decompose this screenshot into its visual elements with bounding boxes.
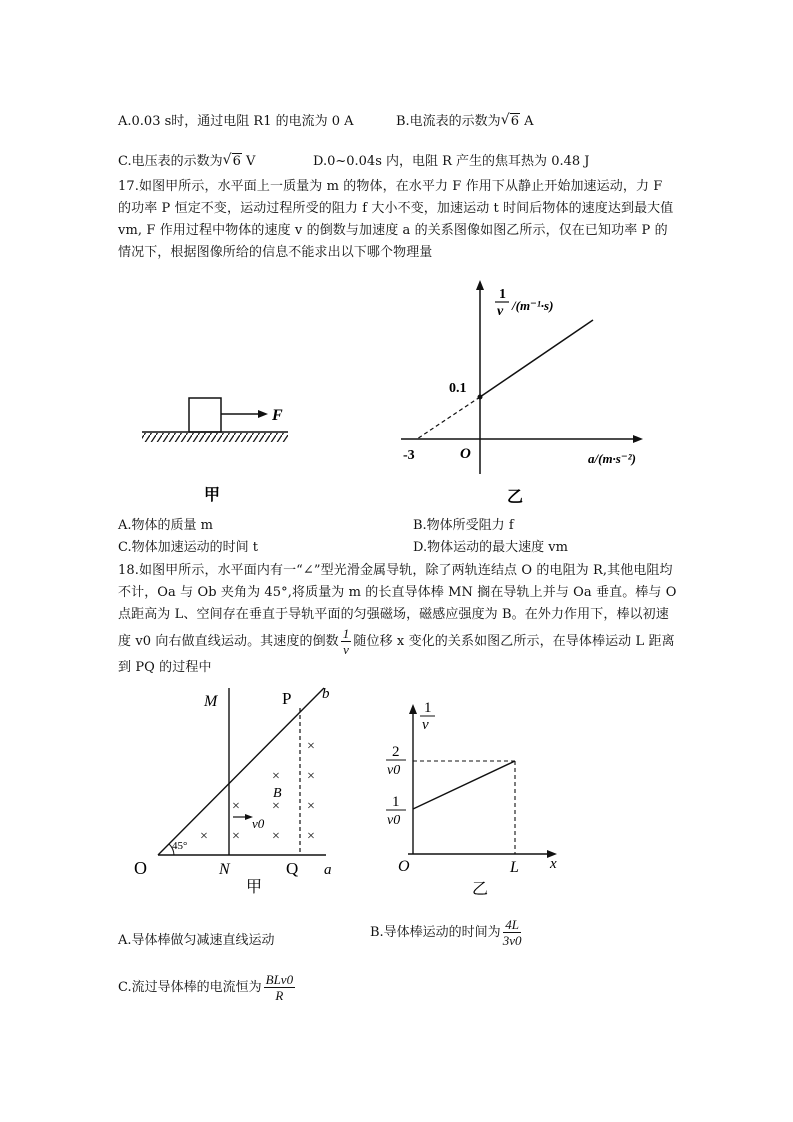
v0-label: v0 bbox=[252, 816, 265, 831]
tick-top-num: 2 bbox=[392, 744, 400, 760]
svg-text:×: × bbox=[232, 829, 240, 844]
q16-option-d: D.0~0.04s 内，电阻 R 产生的焦耳热为 0.48 J bbox=[313, 154, 590, 169]
x-tick-l: L bbox=[510, 859, 519, 876]
q17-option-c: C.物体加速运动的时间 t bbox=[118, 540, 258, 555]
label-q: Q bbox=[286, 859, 299, 878]
x-axis-arrow bbox=[633, 435, 643, 443]
q18-stem bbox=[118, 560, 678, 679]
y-label-num: 1 bbox=[424, 700, 432, 716]
y-label-unit: /(m⁻¹·s) bbox=[512, 298, 554, 313]
caption-jia: 甲 bbox=[204, 487, 221, 504]
sqrt-symbol: √ 6 bbox=[500, 112, 519, 129]
y-label-num: 1 bbox=[499, 287, 506, 302]
q18-stem-text: 18.如图甲所示，水平面内有一“∠”型光滑金属导轨，除了两轨连结点 O 的电阻为 R,其他电阻均不计，Oa 与 Ob 夹角为 45°,将质量为 m 的长直导体棒 MN 搁在导轨上并与 Oa 垂直。棒与 O 点距高为 L、空间存在垂直于导轨平面的匀强磁场，磁感应强度为 B。在外力作用下，棒以初速度 v0 向右做直线运动。其速度的倒数 bbox=[118, 563, 677, 649]
tick-top-den: v0 bbox=[387, 763, 401, 778]
caption-yi: 乙 bbox=[507, 489, 524, 506]
q18-option-b bbox=[370, 917, 523, 948]
tick-bot-num: 1 bbox=[392, 794, 400, 810]
caption-yi: 乙 bbox=[472, 881, 489, 898]
q18-figure-yi bbox=[380, 688, 570, 900]
caption-jia: 甲 bbox=[246, 879, 263, 896]
y-axis-arrow bbox=[409, 704, 417, 714]
q18-option-b-text: B.导体棒运动的时间为 bbox=[370, 925, 501, 940]
svg-text:×: × bbox=[272, 829, 280, 844]
svg-text:×: × bbox=[272, 799, 280, 814]
svg-text:×: × bbox=[200, 829, 208, 844]
force-label: F bbox=[272, 407, 283, 424]
q18-figure-jia bbox=[128, 680, 348, 900]
label-p: P bbox=[282, 689, 292, 708]
q17-stem: 17.如图甲所示，水平面上一质量为 m 的物体，在水平力 F 作用下从静止开始加速运动，力 F 的功率 P 恒定不变，运动过程所受的阻力 f 大小不变，加速运动 t 时间后物体的速度达到最大值 vm, F 作用过程中物体的速度 v 的倒数与加速度 a 的关系图像如图乙所示，仅在已知功率 P 的情况下，根据图像所给的信息不能求出以下哪个物理量 bbox=[118, 179, 674, 260]
q16-option-b-text: B.电流表的示数为 bbox=[396, 114, 501, 129]
q17-figure-jia bbox=[138, 390, 298, 510]
force-arrow-head bbox=[258, 410, 268, 418]
q18-option-c-text: C.流过导体棒的电流恒为 bbox=[118, 980, 262, 995]
graph-line bbox=[413, 761, 515, 809]
q16-option-c-text: C.电压表的示数为 bbox=[118, 154, 223, 169]
svg-text:×: × bbox=[232, 799, 240, 814]
intercept-point bbox=[478, 395, 483, 400]
x-label: x bbox=[550, 856, 557, 872]
x-label: a/(m·s⁻²) bbox=[588, 451, 636, 466]
ground-hatch bbox=[142, 433, 288, 442]
q17-option-d: D.物体运动的最大速度 vm bbox=[413, 540, 568, 555]
label-a: a bbox=[324, 862, 332, 878]
svg-text:×: × bbox=[307, 829, 315, 844]
label-b: b bbox=[322, 686, 330, 702]
q18-stem-text-2: 随位移 x 变化的关系如图乙所示，在导体棒运动 L 距离到 PQ 的过程中 bbox=[118, 634, 675, 675]
sqrt-symbol: √ 6 bbox=[222, 152, 241, 169]
q16-option-a: A.0.03 s时，通过电阻 R1 的电流为 0 A bbox=[118, 114, 354, 129]
origin-label: O bbox=[460, 446, 471, 462]
q18-option-a: A.导体棒做匀减速直线运动 bbox=[118, 933, 275, 948]
intercept-x-label: -3 bbox=[403, 448, 415, 463]
svg-text:×: × bbox=[272, 769, 280, 784]
tick-bot-den: v0 bbox=[387, 813, 401, 828]
y-axis-arrow bbox=[476, 280, 484, 290]
q16-option-b: B.电流表的示数为 √ 6 A bbox=[396, 112, 534, 129]
label-n: N bbox=[219, 861, 230, 878]
q17-figure-yi bbox=[395, 278, 667, 508]
q18-option-b-fraction: $\frac{4L}{3v0}$ bbox=[502, 917, 522, 948]
y-label-den: v bbox=[422, 717, 429, 733]
graph-extension-dashed bbox=[417, 397, 480, 439]
q17-option-b: B.物体所受阻力 f bbox=[413, 518, 514, 533]
label-o: O bbox=[134, 858, 147, 878]
q18-inline-fraction: $\frac{1}{v}$ bbox=[342, 626, 350, 657]
origin-label: O bbox=[398, 858, 410, 875]
q18-option-c-fraction: $\frac{\text{BLv0}}{R}$ bbox=[265, 972, 294, 1003]
label-m: M bbox=[204, 693, 218, 710]
rail-ob bbox=[158, 688, 324, 855]
q16-option-c: C.电压表的示数为 √ 6 V bbox=[118, 152, 256, 169]
y-label-den: v bbox=[497, 304, 504, 319]
q18-option-c bbox=[118, 972, 297, 1003]
svg-text:×: × bbox=[307, 739, 315, 754]
svg-text:×: × bbox=[307, 769, 315, 784]
field-b-label: B bbox=[273, 786, 282, 801]
graph-line bbox=[480, 320, 593, 397]
intercept-y-label: 0.1 bbox=[449, 381, 467, 396]
block bbox=[189, 398, 221, 432]
svg-text:×: × bbox=[307, 799, 315, 814]
q17-option-a: A.物体的质量 m bbox=[118, 518, 213, 533]
angle-label: 45° bbox=[172, 840, 188, 852]
